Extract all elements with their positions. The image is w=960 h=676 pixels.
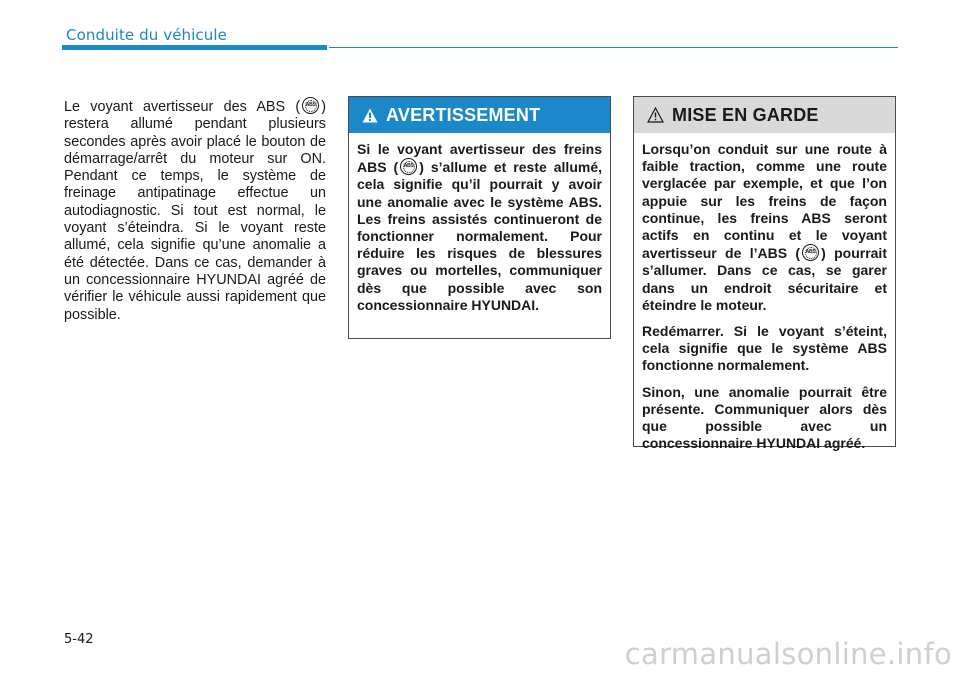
caution-box-body bbox=[634, 133, 895, 452]
caution-box-title: MISE EN GARDE bbox=[672, 104, 819, 125]
header-rule-thin bbox=[329, 47, 898, 48]
page-number: 5-42 bbox=[64, 632, 94, 647]
abs-warning-light-icon bbox=[302, 97, 319, 114]
warning-box-text bbox=[357, 141, 602, 314]
abs-description-part2: ) restera allumé pendant plusieurs secondes après avoir placé le bouton de démarrage/arrêt du moteur sur ON. Pendant ce temps, le système de freinage antipatinage effectue un autodiagnostic. Si tout est normal, le voyant s’éteindra. Si le voyant reste allumé, cela signifie qu’une anomalie a été détectée. Dans ce cas, demander à un concessionnaire HYUNDAI agréé de vérifier le véhicule aussi rapidement que possible. bbox=[64, 99, 326, 323]
abs-icon-label: ABS bbox=[305, 101, 316, 108]
caution-p1-part2: ) pourrait s’allumer. Dans ce cas, se garer dans un endroit sécuritaire et éteindre le moteur. bbox=[642, 245, 887, 313]
section-title: Conduite du véhicule bbox=[66, 26, 227, 44]
warning-box-body bbox=[349, 133, 610, 314]
warning-box-title: AVERTISSEMENT bbox=[386, 104, 541, 125]
abs-icon-label: ABS bbox=[805, 248, 816, 255]
abs-description-text bbox=[64, 97, 326, 324]
caution-box bbox=[633, 96, 896, 452]
caution-paragraph-2: Redémarrer. Si le voyant s’éteint, cela signifie que le système ABS fonctionne normalement. bbox=[642, 323, 887, 374]
caution-triangle-icon bbox=[647, 107, 664, 123]
warning-text-part1: Si le voyant avertisseur des freins ABS ( bbox=[357, 141, 602, 176]
abs-description-part1: Le voyant avertisseur des ABS ( bbox=[64, 99, 301, 115]
caution-paragraph-1 bbox=[642, 141, 887, 314]
abs-warning-light-icon bbox=[400, 158, 417, 175]
watermark: carmanualsonline.info bbox=[624, 637, 952, 671]
warning-box-header bbox=[349, 97, 610, 133]
warning-text-part2: ) s’allume et reste allumé, cela signifie qu’il pourrait y avoir une anomalie avec le système ABS. Les freins assistés continueront de fonctionner normalement. Pour réduire les risques de blessures graves ou mortelles, communiquer dès que possible avec son concessionnaire HYUNDAI. bbox=[357, 159, 602, 313]
warning-triangle-icon bbox=[362, 108, 378, 123]
header-rule-thick bbox=[62, 45, 327, 50]
warning-box bbox=[348, 96, 611, 339]
caution-box-header bbox=[634, 97, 895, 133]
caution-paragraph-3: Sinon, une anomalie pourrait être présente. Communiquer alors dès que possible avec un concessionnaire HYUNDAI agréé. bbox=[642, 383, 887, 452]
abs-warning-light-icon bbox=[802, 244, 819, 261]
caution-p1-part1: Lorsqu’on conduit sur une route à faible traction, comme une route verglacée par exemple, et que l’on appuie sur les freins de façon continue, les freins ABS seront actifs en continu et le voyant avertisseur de l’ABS ( bbox=[642, 141, 887, 262]
abs-icon-label: ABS bbox=[403, 162, 414, 169]
